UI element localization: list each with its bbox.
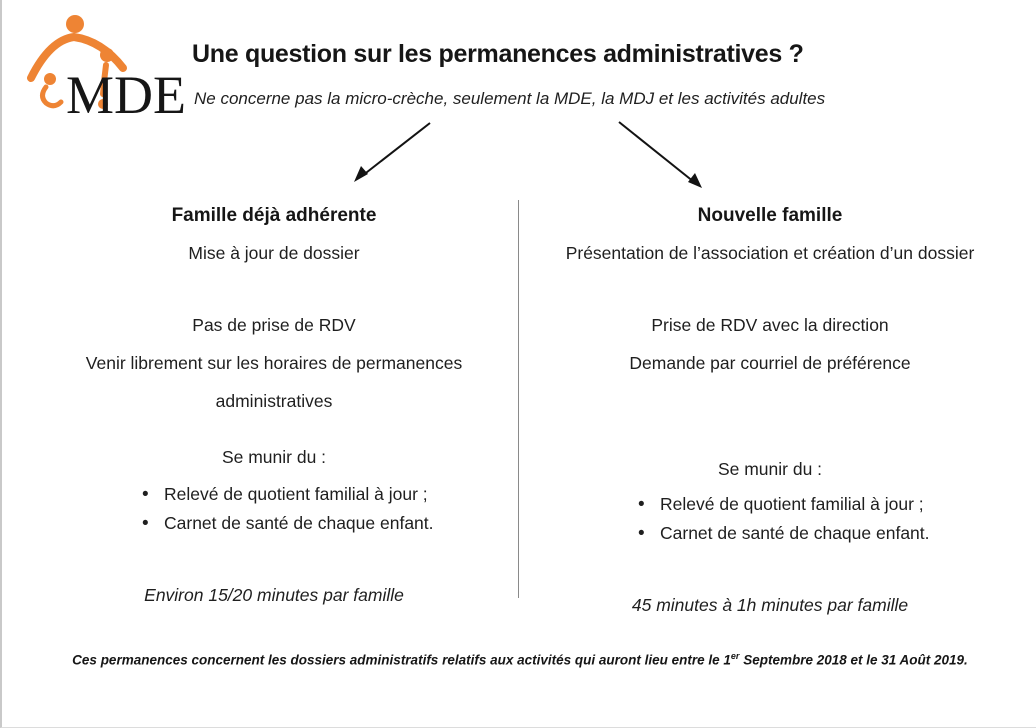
right-duration-note: 45 minutes à 1h minutes par famille [631,595,909,615]
logo-text: MDE [66,65,186,122]
right-bullet-list [636,490,996,548]
page-title: Une question sur les permanences administratives ? [192,40,804,68]
right-column-instructions [540,306,1000,382]
list-item: • Carnet de santé de chaque enfant. [636,519,996,548]
left-bring-label: Se munir du : [221,447,327,467]
mde-logo [16,10,196,122]
column-divider [518,200,519,598]
child1-head-icon [100,48,114,62]
page-subtitle: Ne concerne pas la micro-crèche, seulement la MDE, la MDJ et les activités adultes [194,89,826,108]
left-column-heading: Famille déjà adhérente [171,205,377,226]
footnote [2,651,1036,668]
footnote-superscript: er [730,651,740,661]
right-column-subheading: Présentation de l’association et création d’un dossier [565,243,975,263]
footnote-text-end: Septembre 2018 et le 31 Août 2019. [739,652,968,668]
left-bullet-list [140,480,500,538]
right-column-heading: Nouvelle famille [697,205,843,226]
parent-head-icon [66,15,84,33]
family-figures-icon [16,10,196,122]
left-instruction-line1: Pas de prise de RDV [192,315,356,335]
arrow-left-icon [354,123,430,182]
left-duration-note: Environ 15/20 minutes par famille [144,585,404,605]
right-instruction-line2: Demande par courriel de préférence [629,353,911,373]
left-instruction-line2: Venir librement sur les horaires de permanences administratives [85,353,463,411]
arrow-right-icon [619,122,702,188]
left-column-instructions [44,306,504,420]
right-instruction-line1: Prise de RDV avec la direction [651,315,889,335]
child2-head-icon [44,73,56,85]
list-item: • Relevé de quotient familial à jour ; [140,480,500,509]
right-bring-label: Se munir du : [717,459,823,479]
left-column-subheading: Mise à jour de dossier [188,243,360,263]
child2-body-icon [43,87,62,106]
list-item: • Carnet de santé de chaque enfant. [140,509,500,538]
footnote-text-start: Ces permanences concernent les dossiers administratifs relatifs aux activités qui auront lieu entre le 1 [72,652,731,668]
list-item: • Relevé de quotient familial à jour ; [636,490,996,519]
